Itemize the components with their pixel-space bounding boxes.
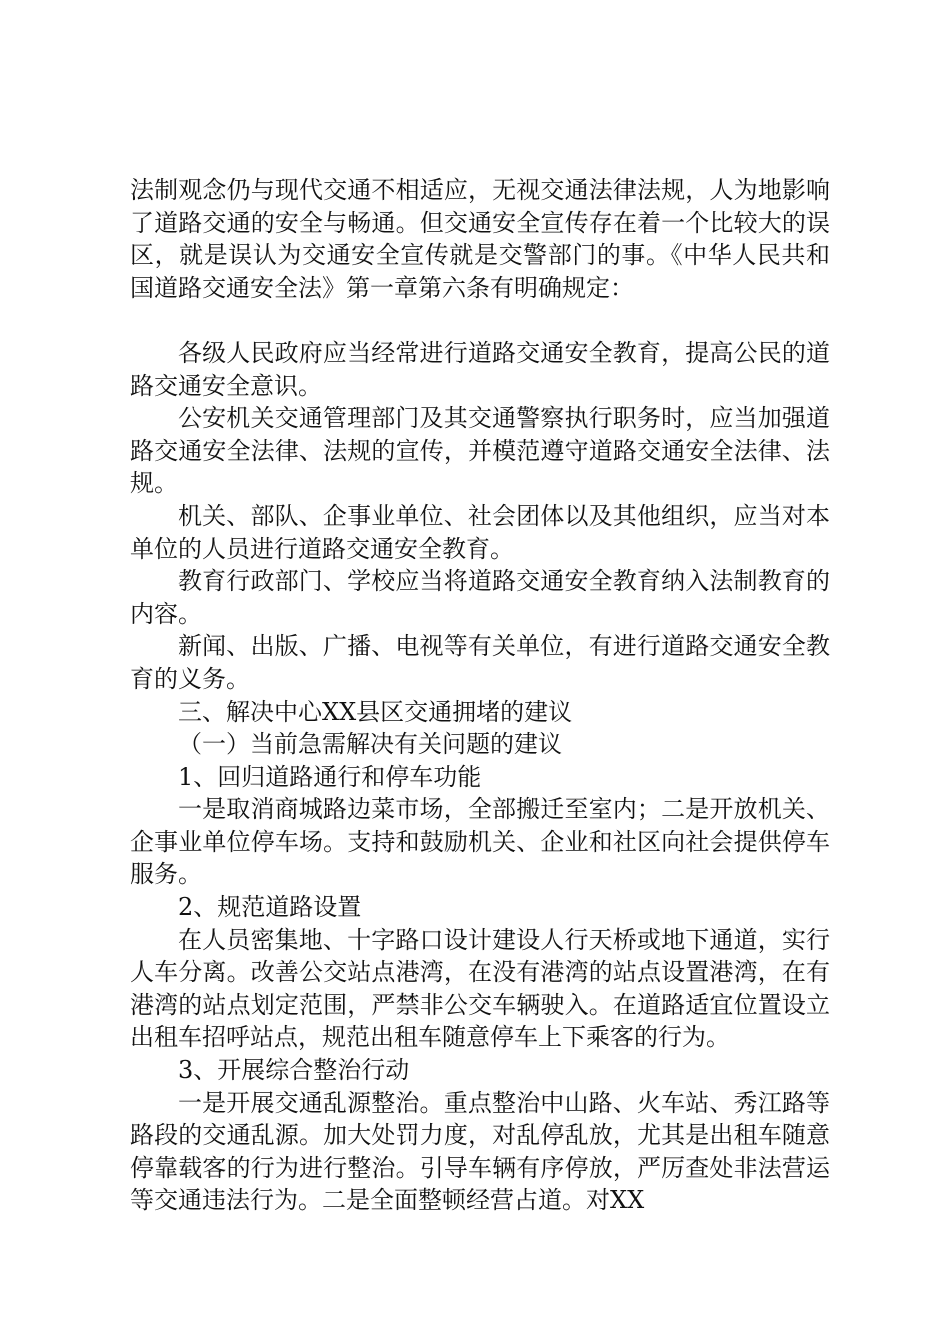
document-body <box>130 174 830 1217</box>
item-heading-3: 3、开展综合整治行动 <box>178 1056 410 1085</box>
paragraph-9: 一是开展交通乱源整治。重点整治中山路、火车站、秀江路等路段的交通乱源。加大处罚力度，对乱停乱放，尤其是出租车随意停靠载客的行为进行整治。引导车辆有序停放，严厉查处非法营运等交通违法行为。二是全面整顿经营占道。对XX <box>130 1088 830 1215</box>
subsection-heading-1: （一）当前急需解决有关问题的建议 <box>178 730 562 759</box>
paragraph-4: 机关、部队、企事业单位、社会团体以及其他组织，应当对本单位的人员进行道路交通安全教育。 <box>130 501 830 563</box>
paragraph-7: 一是取消商城路边菜市场，全部搬迁至室内；二是开放机关、企事业单位停车场。支持和鼓励机关、企业和社区向社会提供停车服务。 <box>130 795 830 889</box>
paragraph-5: 教育行政部门、学校应当将道路交通安全教育纳入法制教育的内容。 <box>130 567 830 628</box>
section-heading-3: 三、解决中心XX县区交通拥堵的建议 <box>178 697 573 726</box>
item-heading-2: 2、规范道路设置 <box>178 893 362 922</box>
paragraph-2: 各级人民政府应当经常进行道路交通安全教育，提高公民的道路交通安全意识。 <box>130 338 830 400</box>
paragraph-1: 法制观念仍与现代交通不相适应，无视交通法律法规，人为地影响了道路交通的安全与畅通。但交通安全宣传存在着一个比较大的误区，就是误认为交通安全宣传就是交警部门的事。《中华人民共和国道路交通安全法》第一章第六条有明确规定： <box>130 176 830 302</box>
paragraph-6: 新闻、出版、广播、电视等有关单位，有进行道路交通安全教育的义务。 <box>130 632 830 693</box>
paragraph-8: 在人员密集地、十字路口设计建设人行天桥或地下通道，实行人车分离。改善公交站点港湾，在没有港湾的站点设置港湾，在有港湾的站点划定范围，严禁非公交车辆驶入。在道路适宜位置设立出租车招呼站点，规范出租车随意停车上下乘客的行为。 <box>130 925 830 1052</box>
paragraph-gap <box>130 304 830 337</box>
item-heading-1: 1、回归道路通行和停车功能 <box>178 762 482 791</box>
paragraph-3: 公安机关交通管理部门及其交通警察执行职务时，应当加强道路交通安全法律、法规的宣传，并模范遵守道路交通安全法律、法规。 <box>130 404 830 498</box>
